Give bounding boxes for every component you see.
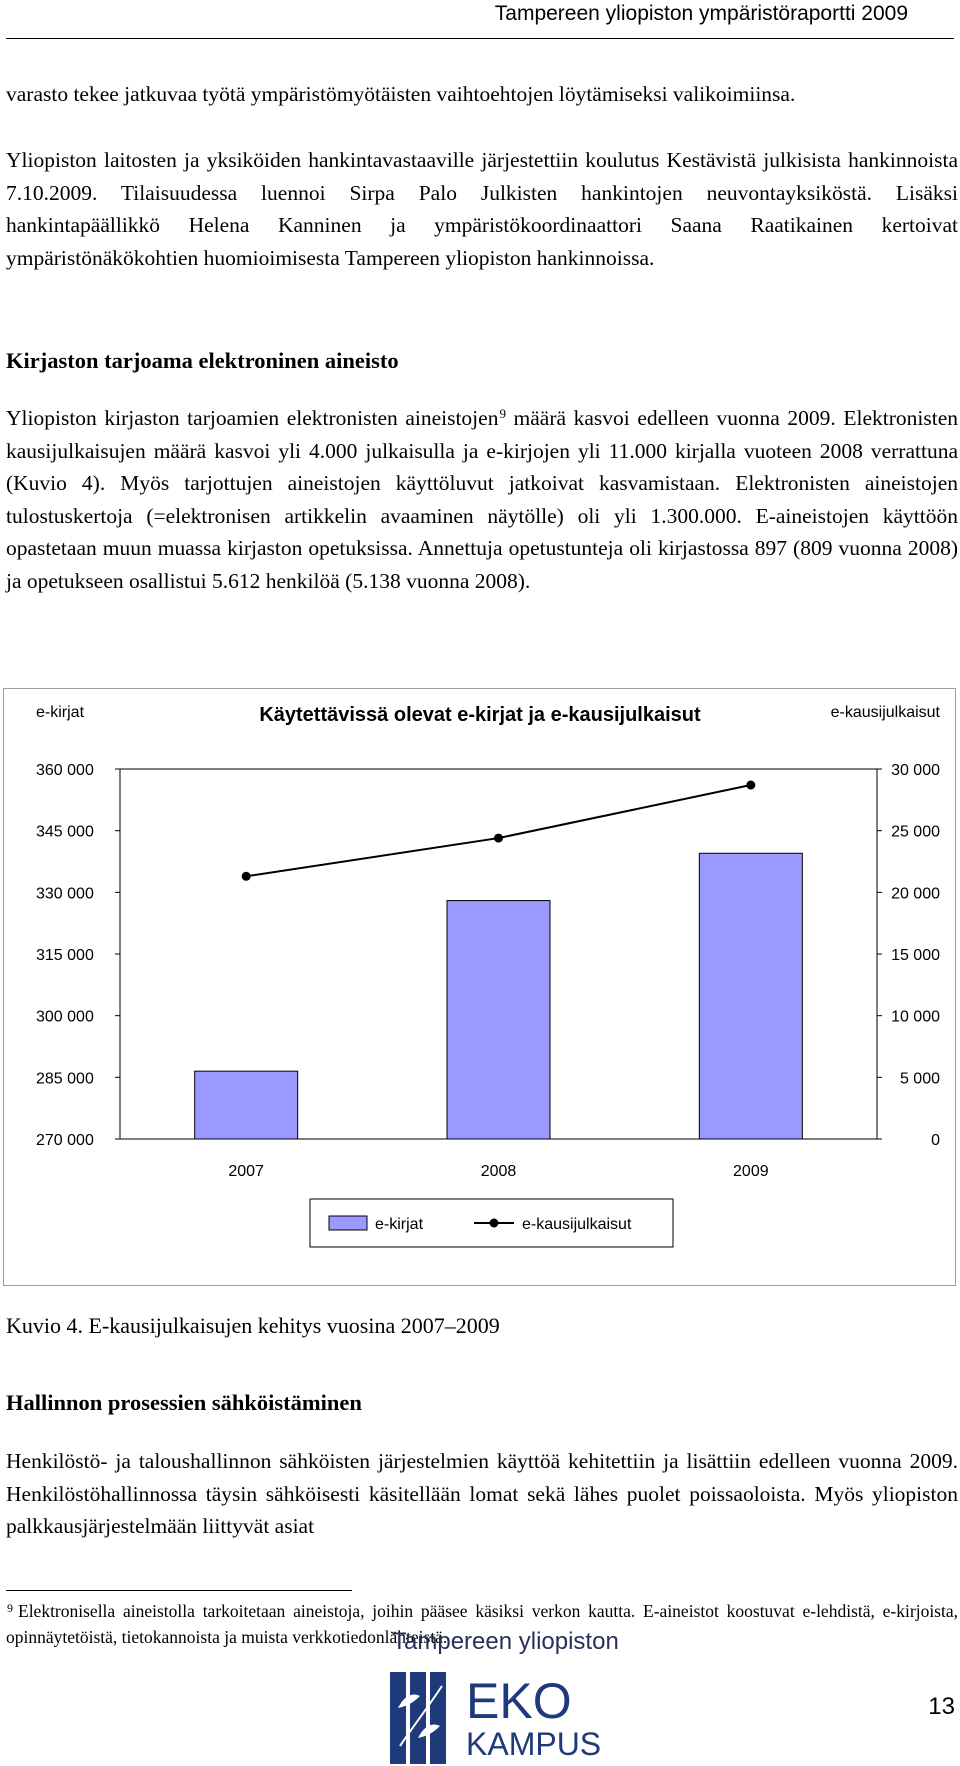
page-number: 13	[928, 1693, 955, 1720]
x-tick-label: 2007	[228, 1163, 264, 1180]
right-tick-label: 30 000	[891, 762, 940, 779]
eko-kampus-logo	[390, 1624, 660, 1766]
right-axis-label: e-kausijulkaisut	[830, 704, 940, 721]
point-e-kausijulkaisut	[494, 834, 503, 843]
chart-title: Käytettävissä olevat e-kirjat ja e-kausijulkaisut	[259, 704, 701, 726]
logo-kampus-text: KAMPUS	[466, 1726, 602, 1762]
legend-label-e-kausijulkaisut: e-kausijulkaisut	[522, 1216, 632, 1233]
footnote-number: 9	[7, 1601, 13, 1615]
footnote-rule	[6, 1590, 352, 1591]
bar-e-kirjat	[699, 853, 802, 1139]
legend-swatch-e-kirjat	[329, 1216, 367, 1230]
left-tick-label: 270 000	[36, 1132, 94, 1149]
x-tick-label: 2008	[480, 1163, 517, 1180]
right-tick-label: 5 000	[899, 1070, 940, 1088]
figure-caption: Kuvio 4. E-kausijulkaisujen kehitys vuosina 2007–2009	[6, 1313, 500, 1338]
footnote-text: Elektronisella aineistolla tarkoitetaan aineistoja, joihin pääsee käsiksi verkon kautta. E-aineistot koostuvat e-lehdistä, e-kirjoista, opinnäytetöistä, tietokannoista ja muista verkkotiedonlähteistä.	[6, 1601, 958, 1647]
logo-mark-icon	[390, 1668, 460, 1766]
header-rule	[6, 38, 954, 39]
paragraph-administration: Henkilöstö- ja taloushallinnon sähköisten järjestelmien käyttöä kehitettiin ja lisättiin edelleen vuonna 2009. Henkilöstöhallinnossa täysin sähköisesti käsitellään lomat sekä lähes puolet poissaoloista. Myös yliopiston palkkausjärjestelmään liittyvät asiat	[6, 1449, 958, 1538]
point-e-kausijulkaisut	[242, 872, 251, 881]
legend-label-e-kirjat: e-kirjat	[375, 1216, 424, 1233]
right-tick-label: 0	[931, 1132, 940, 1149]
left-tick-label: 330 000	[36, 885, 94, 903]
left-tick-label: 285 000	[36, 1070, 94, 1088]
logo-eko-text: EKO	[466, 1673, 572, 1729]
left-tick-label: 300 000	[36, 1008, 94, 1026]
left-tick-label: 315 000	[36, 947, 94, 964]
paragraph-text-rest: määrä kasvoi edelleen vuonna 2009. Elektronisten kausijulkaisujen määrä kasvoi yli 4.000 julkaisulla ja e-kirjojen yli 11.000 kirjalla vuoteen 2008 verrattuna (Kuvio 4). Myös tarjottujen aineistojen käyttöluvut jatkoivat kasvamistaan. Elektronisten aineistojen tulostuskertoja (=elektronisen artikkelin avaaminen näytölle) oli yli 1.300.000. E-aineistojen käyttöön opastetaan muun muassa kirjaston opetuksissa. Annettuja opetustunteja oli kirjastossa 897 (809 vuonna 2008) ja opetukseen osallistui 5.612 henkilöä (5.138 vuonna 2008).	[6, 406, 958, 593]
point-e-kausijulkaisut	[746, 781, 755, 790]
line-e-kausijulkaisut	[246, 785, 751, 876]
footnote-reference: 9	[499, 406, 506, 421]
x-tick-label: 2009	[733, 1163, 769, 1180]
left-tick-label: 360 000	[36, 762, 94, 779]
chart-frame	[3, 688, 956, 1286]
chart	[4, 689, 957, 1287]
left-tick-label: 345 000	[36, 823, 94, 841]
right-tick-label: 10 000	[891, 1008, 940, 1026]
bar-e-kirjat	[195, 1071, 298, 1139]
right-tick-label: 20 000	[891, 885, 940, 903]
paragraph-procurement-training: Yliopiston laitosten ja yksiköiden hankintavastaaville järjestettiin koulutus Kestävistä julkisista hankinnoista 7.10.2009. Tilaisuudessa luennoi Sirpa Palo Julkisten hankintojen neuvontayksiköstä. Lisäksi hankintapäällikkö Helena Kanninen ja ympäristökoordinaattori Saana Raatikainen kertoivat ympäristönäkökohtien huomioimisesta Tampereen yliopiston hankinnoissa.	[6, 148, 958, 270]
bar-e-kirjat	[447, 901, 550, 1139]
left-axis-label: e-kirjat	[36, 704, 85, 721]
paragraph-library-store: varasto tekee jatkuvaa työtä ympäristömyötäisten vaihtoehtojen löytämiseksi valikoimiinsa.	[6, 82, 796, 106]
legend-marker-e-kausijulkaisut	[490, 1219, 499, 1228]
running-header: Tampereen yliopiston ympäristöraportti 2009	[494, 2, 908, 25]
heading-administration: Hallinnon prosessien sähköistäminen	[6, 1390, 362, 1415]
right-tick-label: 15 000	[891, 947, 940, 964]
legend	[310, 1199, 673, 1247]
paragraph-text-start: Yliopiston kirjaston tarjoamien elektronisten aineistojen	[6, 406, 499, 430]
heading-electronic-material: Kirjaston tarjoama elektroninen aineisto	[6, 348, 399, 373]
paragraph-electronic-material	[6, 402, 958, 597]
logo-university-text: Tampereen yliopiston	[392, 1628, 619, 1655]
right-tick-label: 25 000	[891, 823, 940, 841]
plot-area	[36, 762, 940, 1180]
